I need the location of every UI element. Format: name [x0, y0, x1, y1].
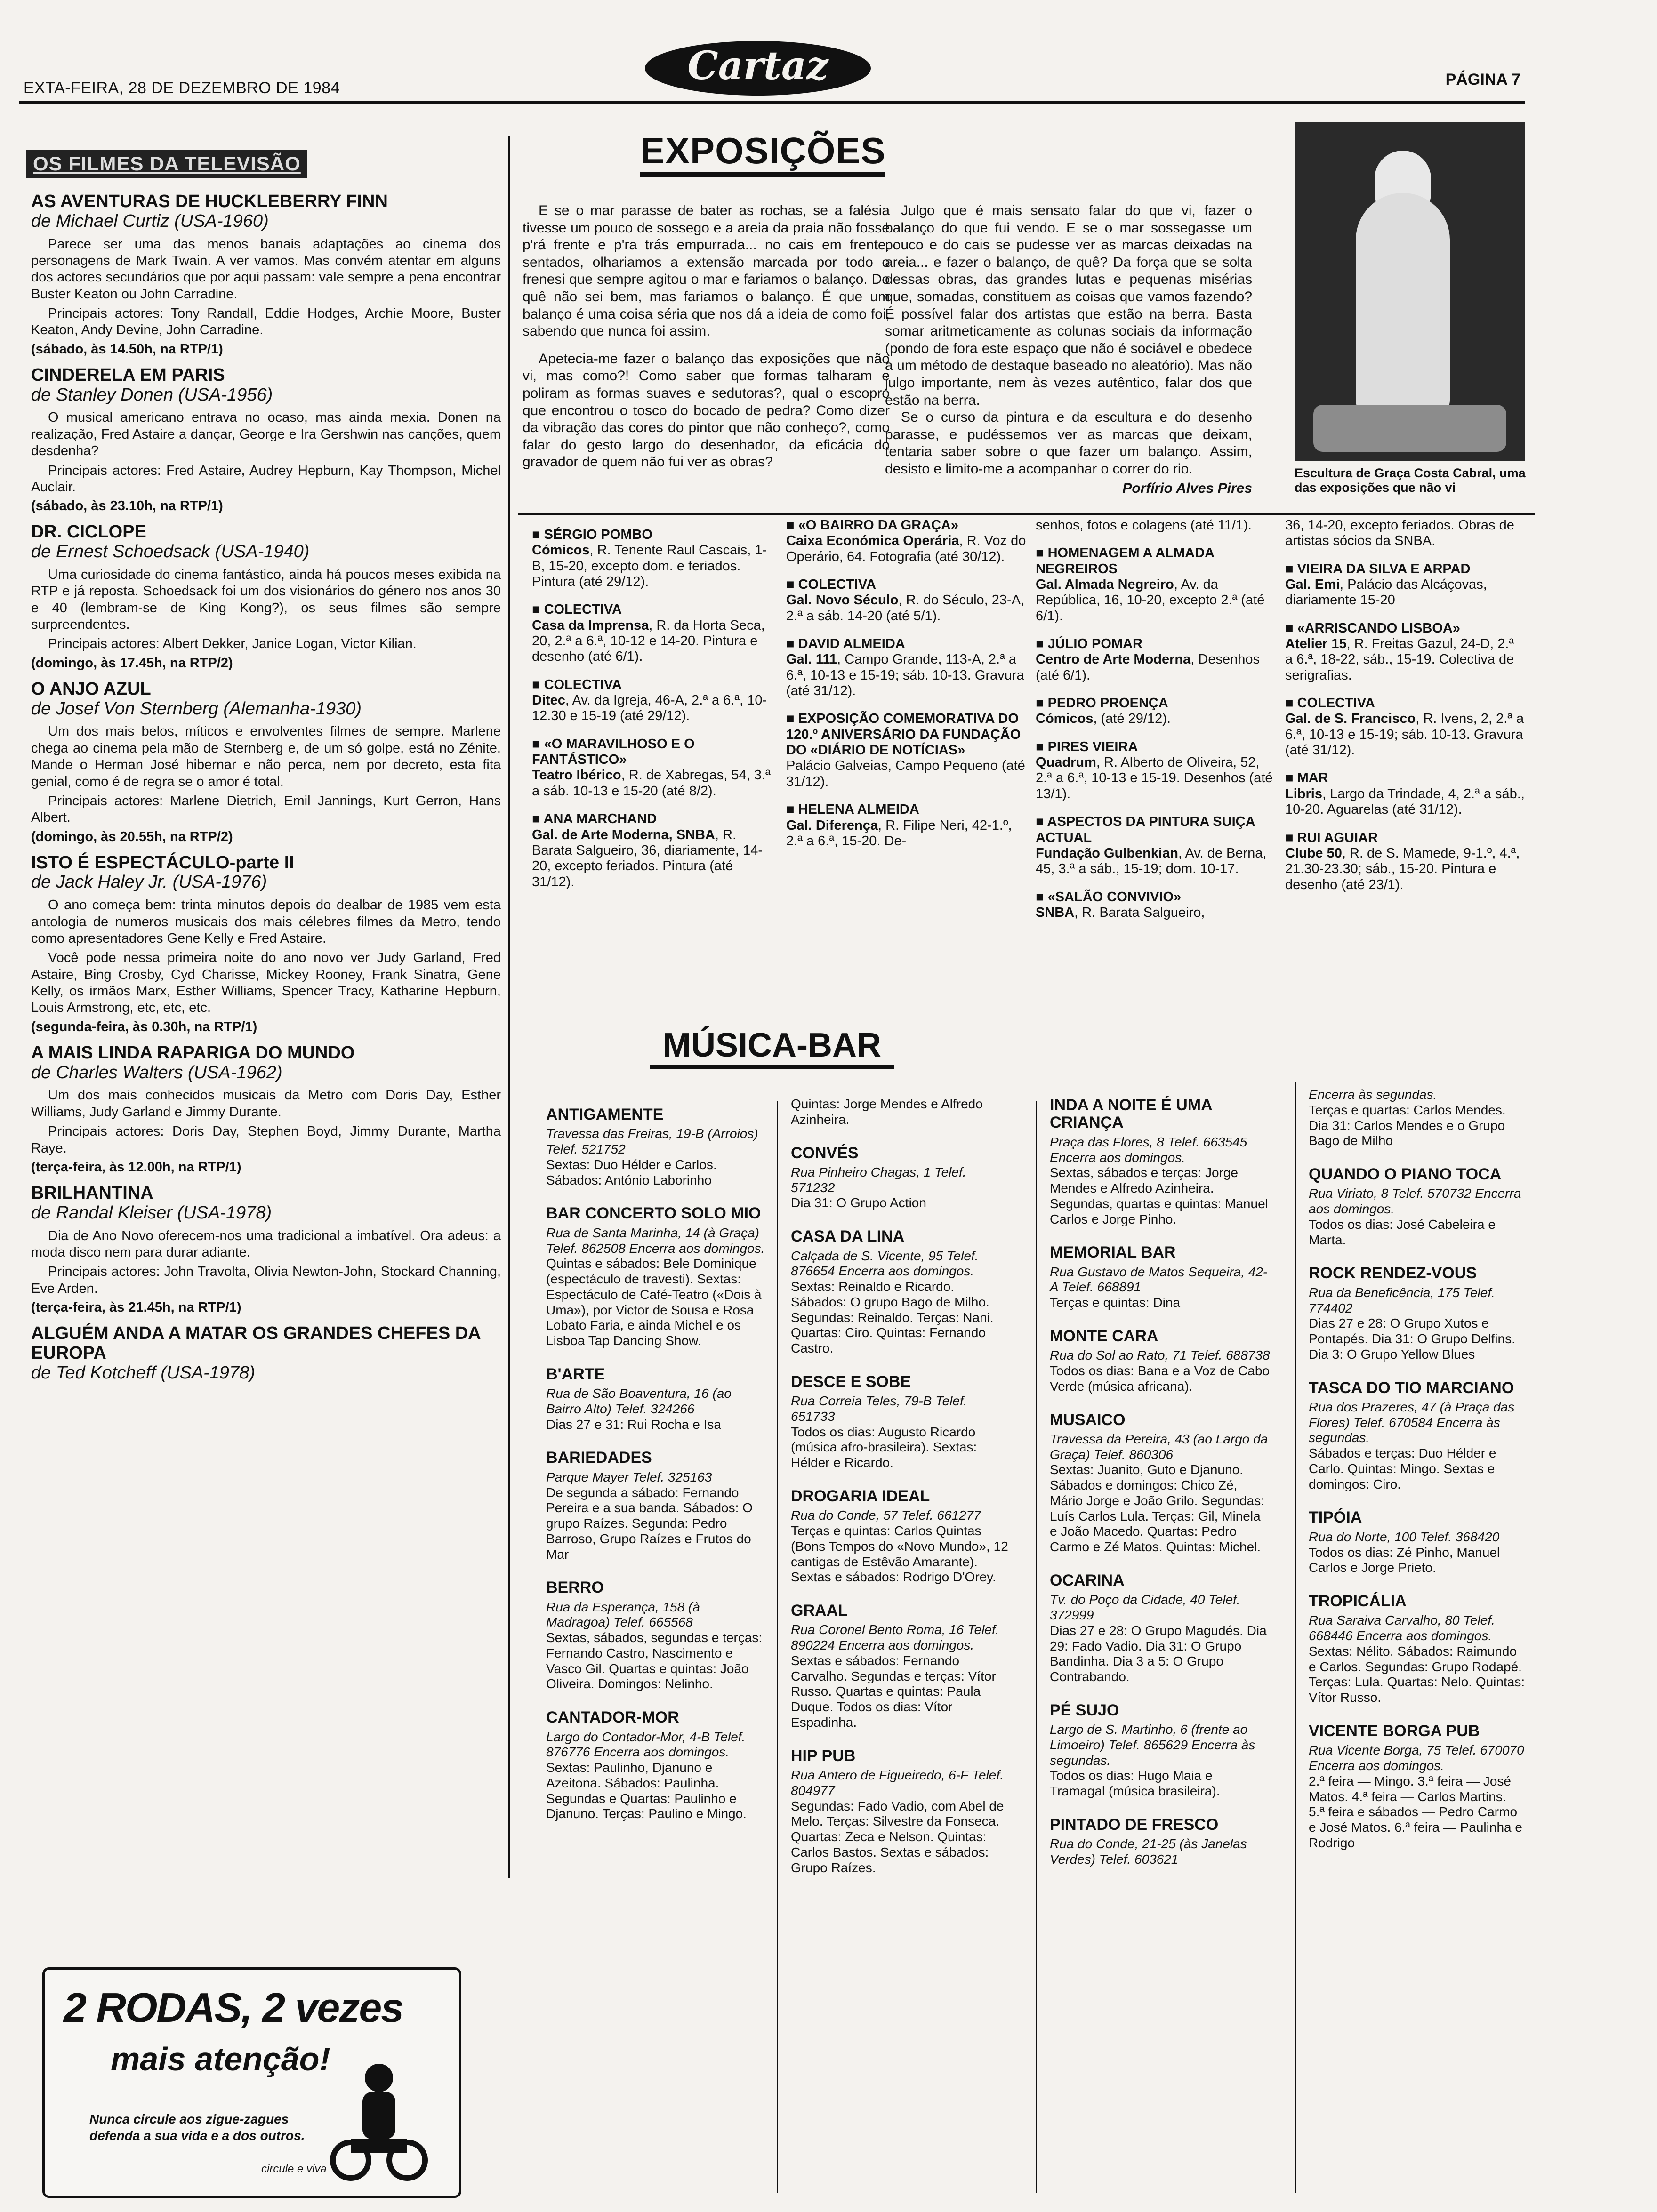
column-rule [1036, 1101, 1037, 2193]
exhibition-listing [532, 602, 772, 665]
film-synopsis: Uma curiosidade do cinema fantástico, ainda há poucos meses exibida na RTP e já reposta. Schoedsack foi um dos visionários do género nos anos 30 e 40 (lembram-se de King Kong?), os seus filmes são sempre surpreendentes. [31, 567, 501, 633]
exhibition-listing [1285, 518, 1525, 549]
music-bar-title: MÚSICA-BAR [650, 1026, 894, 1069]
exhibition-info: 36, 14-20, excepto feriados. Obras de artistas sócios da SNBA. [1285, 518, 1514, 549]
bar-name: MONTE CARA [1050, 1327, 1158, 1345]
exhibition-name: ■ COLECTIVA [786, 577, 1026, 593]
music-bar-listing [1309, 1087, 1525, 1149]
exhibition-venue: Ditec [532, 693, 565, 708]
music-bar-listing [546, 1106, 767, 1188]
bar-address: Rua Antero de Figueiredo, 6-F Telef. 804977 [791, 1768, 1004, 1798]
exhibition-info: R. de S. Mamede, 9-1.º, 4.ª, 21.30-23.30; sáb., 15-20. Pintura e desenho (até 23/1). [1285, 845, 1520, 892]
bar-address: Rua Coronel Bento Roma, 16 Telef. 890224 Encerra aos domingos. [791, 1622, 999, 1653]
ad-headline: 2 RODAS, 2 vezes [64, 1984, 403, 2031]
exhibition-info: Campo Grande, 113-A, 2.ª a 6.ª, 10-13 e 15-19; sáb. 10-13. Gravura (até 31/12). [786, 652, 1024, 699]
bar-address: Rua de Santa Marinha, 14 (à Graça) Telef. 862508 Encerra aos domingos. [546, 1225, 765, 1256]
music-bar-listing [1050, 1572, 1271, 1685]
bar-name: BERRO [546, 1579, 604, 1597]
exhibition-info: senhos, fotos e colagens (até 11/1). [1036, 518, 1252, 533]
film-cast: Principais actores: Marlene Dietrich, Emil Jannings, Kurt Gerron, Hans Albert. [31, 793, 501, 825]
exhibition-venue: Gal. 111 [786, 652, 837, 667]
exhibition-name: ■ «O BAIRRO DA GRAÇA» [786, 518, 1026, 533]
exhibition-details: Gal. de S. Francisco, R. Ivens, 2, 2.ª a 6.ª, 10-13 e 15-19; sáb. 10-13. Gravura (até 31/12). [1285, 711, 1524, 758]
photo-caption: Escultura de Graça Costa Cabral, uma das exposições que não vi [1295, 466, 1526, 495]
bar-address: Calçada de S. Vicente, 95 Telef. 876654 Encerra aos domingos. [791, 1248, 979, 1279]
tv-film-entry [31, 1043, 501, 1175]
bar-name: GRAAL [791, 1602, 848, 1620]
music-bar-listing [546, 1205, 767, 1348]
issue-date: EXTA-FEIRA, 28 DE DEZEMBRO DE 1984 [24, 79, 340, 97]
tv-film-entry [31, 1184, 501, 1315]
music-bar-col4 [1309, 1087, 1525, 1868]
film-title: CINDERELA EM PARIS [31, 365, 225, 385]
exhibition-details: Centro de Arte Moderna, Desenhos (até 6/1). [1036, 652, 1260, 683]
exhibition-details: Gal. Diferença, R. Filipe Neri, 42-1.º, 2.ª a 6.ª, 15-20. De- [786, 817, 1012, 849]
bar-programme: Sextas: Nélito. Sábados: Raimundo e Carlos. Segundas: Grupo Rodapé. Terças: Lula. Quartas: Nelo. Quintas: Vítor Russo. [1309, 1643, 1525, 1705]
bar-name: HIP PUB [791, 1747, 856, 1765]
tv-film-entry [31, 853, 501, 1035]
music-bar-listing [546, 1579, 767, 1692]
film-cast: Principais actores: Albert Dekker, Janice Logan, Victor Kilian. [48, 636, 417, 652]
bar-address: Largo de S. Martinho, 6 (frente ao Limoeiro) Telef. 865629 Encerra às segundas. [1050, 1722, 1255, 1768]
film-director: de Charles Walters (USA-1962) [31, 1062, 282, 1082]
exhibition-info: R. Alberto de Oliveira, 52, 2.ª a 6.ª, 10-13 e 15-19. Desenhos (até 13/1). [1036, 755, 1273, 801]
bar-address: Rua Gustavo de Matos Sequeira, 42-A Telef. 668891 [1050, 1264, 1268, 1295]
exhibition-listings-col3 [1036, 518, 1276, 933]
article-paragraph: E se o mar parasse de bater as rochas, se a falésia tivesse um pouco de sossego e a areia da praia não fosse p'rá frente e p'ra trás empurrada... no cais em frente, sentados, olhariamos a extensão marcada por todo o frenesi que sempre agitou o mar e fariamos o balanço. Do quê não sei bem, mas fariamos o balanço. É que um balanço é uma coisa séria que nos dá a ideia de como foi, sabendo que nunca foi assim. [523, 203, 890, 339]
exhibition-details: Gal. de Arte Moderna, SNBA, R. Barata Salgueiro, 36, diariamente, 14-20, excepto feriados. Pintura (até 31/12). [532, 827, 763, 890]
exhibition-name: ■ «ARRISCANDO LISBOA» [1285, 621, 1525, 636]
exhibition-listing [1036, 890, 1276, 921]
exhibition-details: Fundação Gulbenkian, Av. de Berna, 45, 3.ª a sáb., 15-19; dom. 10-17. [1036, 845, 1267, 877]
exhibition-name: ■ HELENA ALMEIDA [786, 802, 1026, 817]
bar-programme: Terças e quintas: Carlos Quintas (Bons Tempos do «Novo Mundo», 12 cantigas de Estêvão Amarante). Sextas e sábados: Rodrigo D'Orey. [791, 1523, 1008, 1585]
exhibitions-title: EXPOSIÇÕES [640, 129, 885, 177]
exhibition-info: Palácio Galveias, Campo Pequeno (até 31/12). [786, 758, 1025, 789]
article-paragraph: Apetecia-me fazer o balanço das exposições que não vi, mas como?! Como saber que formas talharam e poliram as formas suaves e sedutoras?, qual o escopro que encontrou o tosco do bocado de pedra? Como dizer da vibração das cores do pintor que não conheço?, como falar do gesto largo do desenhador, da eficácia do gravador de quem não fui ver as obras? [523, 351, 890, 470]
film-cast: Principais actores: John Travolta, Olivia Newton-John, Stockard Channing, Eve Arden. [31, 1264, 501, 1296]
music-bar-listing [791, 1228, 1012, 1356]
bar-programme: Terças e quartas: Carlos Mendes. Dia 31: Carlos Mendes e o Grupo Bago de Milho [1309, 1102, 1506, 1148]
music-bar-listing [1050, 1702, 1271, 1799]
ad-slogan: Nunca circule aos zigue-zagues defenda a sua vida e a dos outros. [89, 2112, 305, 2143]
bar-name: DROGARIA IDEAL [791, 1487, 930, 1505]
music-bar-listing [791, 1145, 1012, 1211]
exhibition-listing [1036, 696, 1276, 727]
bar-address: Rua da Beneficência, 175 Telef. 774402 [1309, 1285, 1495, 1315]
music-bar-listing [546, 1449, 767, 1562]
exhibition-listing [786, 636, 1026, 699]
music-bar-listing [546, 1709, 767, 1822]
film-director: de Jack Haley Jr. (USA-1976) [31, 872, 267, 892]
bar-name: TASCA DO TIO MARCIANO [1309, 1378, 1514, 1397]
exhibition-details: Ditec, Av. da Igreja, 46-A, 2.ª a 6.ª, 10-12.30 e 15-19 (até 29/12). [532, 693, 767, 724]
bar-programme: Todos os dias: Bana e a Voz de Cabo Verde (música africana). [1050, 1363, 1270, 1394]
exhibition-info: Av. da República, 16, 10-20, excepto 2.ª (até 6/1). [1036, 577, 1265, 624]
exhibitions-article-col1 [523, 202, 890, 471]
exhibition-listing [1285, 830, 1525, 893]
masthead-logo [640, 24, 876, 99]
exhibition-name: ■ «O MARAVILHOSO E O FANTÁSTICO» [532, 737, 772, 768]
music-bar-listing [1050, 1411, 1271, 1555]
film-synopsis: O ano começa bem: trinta minutos depois do dealbar de 1985 vem esta antologia de numeros musicais dos mais célebres filmes da Metro, tendo como apresentadores Gene Kelly e Fred Astaire. [31, 898, 501, 946]
film-director: de Michael Curtiz (USA-1960) [31, 211, 269, 231]
exhibition-info: (até 29/12). [1101, 711, 1171, 727]
exhibition-info: R. Freitas Gazul, 24-D, 2.ª a 6.ª, 18-22, sáb., 15-19. Colectiva de serigrafias. [1285, 636, 1514, 683]
music-bar-listing [1309, 1593, 1525, 1706]
exhibition-venue: Cómicos [532, 543, 590, 558]
article-paragraph: Julgo que é mais sensato falar do que vi, fazer o balanço do que fui vendo. E se o mar sossegasse um pouco e do cais se pudesse ver as marcas deixadas na areia... e fazer o balanço, de quê? Da força que se solta dessas obras, das grandes lutas e pequenas misérias que, somadas, constituem as coisas que vamos fazendo? É possível falar dos artistas que estão na berra. Basta somar aritmeticamente as colunas sociais da informação (pondo de fora este espaço que não é sociável e obedece a um método de destaque baseado no aleatório). Mas não julgo importante, nem às vezes autêntico, falar dos que estão na berra. [885, 203, 1252, 408]
music-bar-listing [1309, 1379, 1525, 1492]
bar-address: Rua do Sol ao Rato, 71 Telef. 688738 [1050, 1348, 1270, 1363]
exhibition-name: ■ DAVID ALMEIDA [786, 636, 1026, 652]
film-schedule: (domingo, às 17.45h, na RTP/2) [31, 655, 233, 671]
music-bar-listing [1309, 1723, 1525, 1851]
exhibition-details: Caixa Económica Operária, R. Voz do Operário, 64. Fotografia (até 30/12). [786, 533, 1026, 564]
bar-address: Parque Mayer Telef. 325163 [546, 1469, 712, 1484]
bar-address: Largo do Contador-Mor, 4-B Telef. 876776 Encerra aos domingos. [546, 1729, 746, 1760]
film-schedule: (segunda-feira, às 0.30h, na RTP/1) [31, 1019, 257, 1034]
exhibition-info: Desenhos (até 6/1). [1036, 652, 1260, 683]
road-safety-ad [42, 1967, 461, 2198]
exhibition-venue: Quadrum [1036, 755, 1096, 770]
exhibition-details: Quadrum, R. Alberto de Oliveira, 52, 2.ª a 6.ª, 10-13 e 15-19. Desenhos (até 13/1). [1036, 755, 1273, 801]
exhibition-venue: Libris [1285, 786, 1322, 801]
exhibition-listing [532, 737, 772, 799]
music-bar-listing [791, 1488, 1012, 1585]
music-bar-col2 [791, 1097, 1012, 1892]
bar-address: Encerra às segundas. [1309, 1087, 1437, 1102]
exhibition-venue: Teatro Ibérico [532, 768, 621, 783]
bar-name: TIPÓIA [1309, 1508, 1362, 1527]
column-rule [1295, 1082, 1296, 2193]
exhibition-info: R. Ivens, 2, 2.ª a 6.ª, 10-13 e 15-19; sáb. 10-13. Gravura (até 31/12). [1285, 711, 1524, 758]
section-divider [518, 513, 1535, 515]
bar-address: Rua Viriato, 8 Telef. 570732 Encerra aos domingos. [1309, 1186, 1521, 1217]
bar-programme: Quintas e sábados: Bele Dominique (espectáculo de travesti). Sextas: Espectáculo de Café-Teatro («Dois à Uma»), por Victor de Sousa e Rosa Lobato Faria, e ainda Michel e os Lisboa Tap Dancing Show. [546, 1256, 762, 1348]
bar-address: Rua da Esperança, 158 (à Madragoa) Telef. 665568 [546, 1599, 700, 1630]
music-bar-listing [1050, 1244, 1271, 1311]
exhibition-details: Cómicos, R. Tenente Raul Cascais, 1-B, 15-20, excepto dom. e feriados. Pintura (até 29/12). [532, 543, 767, 590]
exhibition-venue: Gal. de S. Francisco [1285, 711, 1416, 727]
bar-name: INDA A NOITE É UMA CRIANÇA [1050, 1096, 1212, 1132]
film-schedule: (terça-feira, às 12.00h, na RTP/1) [31, 1159, 241, 1175]
exhibition-info: R. Filipe Neri, 42-1.º, 2.ª a 6.ª, 15-20. De- [786, 817, 1012, 849]
bar-address: Rua do Conde, 57 Telef. 661277 [791, 1508, 981, 1523]
article-author: Porfírio Alves Pires [1122, 480, 1252, 496]
exhibition-listing [532, 811, 772, 890]
exhibition-name: ■ PEDRO PROENÇA [1036, 696, 1276, 711]
exhibition-info: R. Barata Salgueiro, 36, diariamente, 14-20, excepto feriados. Pintura (até 31/12). [532, 827, 763, 890]
exhibition-info: R. do Século, 23-A, 2.ª a sáb. 14-20 (até 5/1). [786, 593, 1025, 624]
film-title: A MAIS LINDA RAPARIGA DO MUNDO [31, 1042, 355, 1063]
exhibition-venue: SNBA [1036, 905, 1075, 920]
film-title: ALGUÉM ANDA A MATAR OS GRANDES CHEFES DA EUROPA [31, 1323, 481, 1363]
exhibition-details: Gal. Almada Negreiro, Av. da República, 16, 10-20, excepto 2.ª (até 6/1). [1036, 577, 1265, 624]
bar-programme: Quintas: Jorge Mendes e Alfredo Azinheira. [791, 1097, 983, 1127]
exhibition-name: ■ VIEIRA DA SILVA E ARPAD [1285, 561, 1525, 577]
exhibition-name: ■ EXPOSIÇÃO COMEMORATIVA DO 120.º ANIVERSÁRIO DA FUNDAÇÃO DO «DIÁRIO DE NOTÍCIAS» [786, 711, 1026, 758]
exhibition-listing [1036, 545, 1276, 624]
bar-address: Praça das Flores, 8 Telef. 663545 Encerra aos domingos. [1050, 1134, 1247, 1165]
exhibition-listing [786, 518, 1026, 565]
exhibition-venue: Gal. Emi [1285, 577, 1340, 593]
exhibition-venue: Centro de Arte Moderna [1036, 652, 1191, 667]
motorcyclist-icon [318, 2059, 440, 2181]
bar-programme: Terças e quintas: Dina [1050, 1295, 1181, 1310]
film-synopsis: O musical americano entrava no ocaso, mas ainda mexia. Donen na realização, Fred Astaire a dançar, George e Ira Gershwin nas canções, quem desdenha? [31, 410, 501, 459]
exhibition-info: R. da Horta Seca, 20, 2.ª a 6.ª, 10-12 e 14-20. Pintura e desenho (até 6/1). [532, 617, 765, 665]
exhibition-name: ■ MAR [1285, 770, 1525, 786]
exhibition-details: Cómicos, (até 29/12). [1036, 711, 1171, 727]
bar-address: Travessa das Freiras, 19-B (Arroios) Telef. 521752 [546, 1126, 758, 1157]
exhibition-info: R. de Xabregas, 54, 3.ª a sáb. 10-13 e 15-20 (até 8/2). [532, 768, 771, 799]
bar-programme: Sextas: Paulinho, Djanuno e Azeitona. Sábados: Paulinha. Segundas e Quartas: Paulinho e Djanuno. Terças: Paulino e Mingo. [546, 1760, 747, 1821]
exhibition-listing [1036, 739, 1276, 802]
bar-address: Rua Saraiva Carvalho, 80 Telef. 668446 Encerra aos domingos. [1309, 1613, 1495, 1643]
exhibition-details: Atelier 15, R. Freitas Gazul, 24-D, 2.ª a 6.ª, 18-22, sáb., 15-19. Colectiva de serigrafias. [1285, 636, 1514, 683]
bar-programme: Dias 27 e 28: O Grupo Xutos e Pontapés. Dia 31: O Grupo Delfins. Dia 3: O Grupo Yellow Blues [1309, 1316, 1515, 1362]
bar-address: Travessa da Pereira, 43 (ao Largo da Graça) Telef. 860306 [1050, 1431, 1268, 1462]
bar-programme: Todos os dias: Hugo Maia e Tramagal (música brasileira). [1050, 1768, 1220, 1799]
exhibition-name: ■ COLECTIVA [532, 602, 772, 617]
bar-address: Rua Pinheiro Chagas, 1 Telef. 571232 [791, 1164, 966, 1195]
bar-programme: Sextas, sábados, segundas e terças: Fernando Castro, Nascimento e Vasco Gil. Quartas e quintas: João Oliveira. Domingos: Nelinho. [546, 1630, 763, 1691]
bar-name: B'ARTE [546, 1365, 605, 1383]
film-director: de Ernest Schoedsack (USA-1940) [31, 542, 310, 562]
bar-name: PINTADO DE FRESCO [1050, 1815, 1219, 1834]
bar-name: ANTIGAMENTE [546, 1106, 664, 1123]
bar-name: PÉ SUJO [1050, 1701, 1119, 1719]
bar-address: Rua Vicente Borga, 75 Telef. 670070 Encerra aos domingos. [1309, 1743, 1524, 1773]
tv-film-entry [31, 366, 501, 514]
film-synopsis: Dia de Ano Novo oferecem-nos uma tradicional a imbatível. Ora adeus: a moda disco nem para durar adiante. [31, 1228, 501, 1260]
exhibition-listing [786, 711, 1026, 790]
bar-programme: Dias 27 e 28: O Grupo Magudés. Dia 29: Fado Vadio. Dia 31: O Grupo Bandinha. Dia 3 a 5: O Grupo Contrabando. [1050, 1623, 1267, 1684]
exhibition-info: R. Tenente Raul Cascais, 1-B, 15-20, excepto dom. e feriados. Pintura (até 29/12). [532, 543, 767, 590]
exhibition-info: R. Voz do Operário, 64. Fotografia (até 30/12). [786, 533, 1026, 564]
bar-name: CONVÉS [791, 1144, 859, 1162]
film-synopsis: Parece ser uma das menos banais adaptações ao cinema dos personagens de Mark Twain. A ver vamos. Mas convém atentar em alguns dos actores secundários que por aqui passam: vale sempre a pena encontrar Buster Keaton ou John Carradine. [31, 236, 501, 302]
music-bar-listing [1309, 1166, 1525, 1248]
exhibition-info: Largo da Trindade, 4, 2.ª a sáb., 10-20. Aguarelas (até 31/12). [1285, 786, 1525, 817]
exhibition-info: Palácio das Alcáçovas, diariamente 15-20 [1285, 577, 1487, 608]
exhibition-venue: Gal. Diferença [786, 817, 878, 833]
music-bar-listing [1050, 1816, 1271, 1867]
bar-name: MUSAICO [1050, 1411, 1126, 1429]
music-bar-listing [546, 1366, 767, 1433]
bar-name: CANTADOR-MOR [546, 1708, 679, 1727]
exhibition-venue: Cómicos [1036, 711, 1094, 727]
music-bar-listing [1309, 1265, 1525, 1362]
bar-address: Rua de São Boaventura, 16 (ao Bairro Alto) Telef. 324266 [546, 1386, 732, 1416]
ad-subheadline: mais atenção! [111, 2041, 330, 2077]
film-schedule: (domingo, às 20.55h, na RTP/2) [31, 829, 233, 844]
exhibition-listing [1285, 621, 1525, 683]
svg-text:Cartaz: Cartaz [687, 43, 828, 88]
music-bar-listing [791, 1602, 1012, 1731]
exhibition-listing [1285, 770, 1525, 817]
tv-film-entry [31, 192, 501, 357]
exhibition-listing [1036, 814, 1276, 877]
exhibition-name: ■ SÉRGIO POMBO [532, 527, 772, 543]
bar-name: DESCE E SOBE [791, 1372, 911, 1391]
film-synopsis: Um dos mais conhecidos musicais da Metro com Doris Day, Esther Williams, Judy Garland e Jimmy Durante. [31, 1088, 501, 1120]
bar-programme: Todos os dias: Augusto Ricardo (música afro-brasileira). Sextas: Hélder e Ricardo. [791, 1424, 977, 1470]
film-director: de Randal Kleiser (USA-1978) [31, 1202, 272, 1223]
sculpture-photo [1295, 122, 1525, 461]
music-bar-col1 [546, 1106, 767, 1839]
bar-name: CASA DA LINA [791, 1227, 905, 1246]
bar-name: TROPICÁLIA [1309, 1592, 1407, 1611]
exhibition-name: ■ HOMENAGEM A ALMADA NEGREIROS [1036, 545, 1276, 577]
music-bar-listing [791, 1373, 1012, 1471]
exhibition-name: ■ «SALÃO CONVIVIO» [1036, 890, 1276, 905]
music-bar-listing [1050, 1097, 1271, 1227]
exhibition-info: Av. da Igreja, 46-A, 2.ª a 6.ª, 10-12.30 e 15-19 (até 29/12). [532, 693, 767, 724]
sculpture-base-shape [1313, 405, 1506, 452]
exhibition-name: ■ RUI AGUIAR [1285, 830, 1525, 846]
film-director: de Ted Kotcheff (USA-1978) [31, 1362, 255, 1383]
exhibition-name: ■ JÚLIO POMAR [1036, 636, 1276, 652]
exhibition-details: Casa da Imprensa, R. da Horta Seca, 20, 2.ª a 6.ª, 10-12 e 14-20. Pintura e desenho (até 6/1). [532, 617, 765, 665]
exhibition-listing [1036, 518, 1276, 533]
bar-programme: Sábados e terças: Duo Hélder e Carlo. Quintas: Mingo. Sextas e domingos: Ciro. [1309, 1446, 1496, 1491]
film-schedule: (sábado, às 23.10h, na RTP/1) [31, 498, 223, 514]
exhibition-listing [532, 677, 772, 724]
exhibition-listing [786, 577, 1026, 624]
exhibition-listing [786, 802, 1026, 849]
page-number: PÁGINA 7 [1445, 71, 1520, 88]
bar-name: OCARINA [1050, 1571, 1125, 1589]
exhibition-listing [532, 527, 772, 590]
tv-section-heading: OS FILMES DA TELEVISÃO [26, 150, 307, 178]
music-bar-col3 [1050, 1097, 1271, 1884]
column-rule [777, 1101, 778, 2193]
exhibition-details: Teatro Ibérico, R. de Xabregas, 54, 3.ª a sáb. 10-13 e 15-20 (até 8/2). [532, 768, 771, 799]
tv-film-entry [31, 680, 501, 845]
exhibition-details [786, 758, 1026, 790]
header-rule [19, 101, 1525, 104]
exhibition-venue: Caixa Económica Operária [786, 533, 959, 549]
bar-name: BARIEDADES [546, 1449, 652, 1467]
exhibition-venue: Gal. Novo Século [786, 593, 899, 608]
bar-address: Tv. do Poço da Cidade, 40 Telef. 372999 [1050, 1592, 1240, 1623]
music-bar-listing [791, 1747, 1012, 1876]
exhibition-name: ■ PIRES VIEIRA [1036, 739, 1276, 755]
film-schedule: (terça-feira, às 21.45h, na RTP/1) [31, 1300, 241, 1315]
bar-name: ROCK RENDEZ-VOUS [1309, 1264, 1477, 1282]
bar-address: Rua Correia Teles, 79-B Telef. 651733 [791, 1394, 967, 1424]
film-title: BRILHANTINA [31, 1183, 153, 1203]
music-bar-listing [1309, 1509, 1525, 1576]
exhibitions-article-col2 [885, 202, 1252, 497]
exhibition-venue: Fundação Gulbenkian [1036, 845, 1178, 861]
bar-name: VICENTE BORGA PUB [1309, 1722, 1480, 1740]
sculpture-body-shape [1356, 193, 1450, 419]
exhibition-details: Clube 50, R. de S. Mamede, 9-1.º, 4.ª, 21.30-23.30; sáb., 15-20. Pintura e desenho (até 23/1). [1285, 845, 1520, 892]
music-bar-listing [1050, 1328, 1271, 1395]
exhibition-name: ■ COLECTIVA [532, 677, 772, 693]
bar-name: QUANDO O PIANO TOCA [1309, 1165, 1502, 1183]
exhibition-details: Gal. 111, Campo Grande, 113-A, 2.ª a 6.ª, 10-13 e 15-19; sáb. 10-13. Gravura (até 31/12). [786, 652, 1024, 699]
bar-programme: De segunda a sábado: Fernando Pereira e a sua banda. Sábados: O grupo Raízes. Segunda: Pedro Barroso, Grupo Raízes e Frutos do Mar [546, 1485, 753, 1562]
film-title: AS AVENTURAS DE HUCKLEBERRY FINN [31, 192, 388, 211]
film-title: ISTO É ESPECTÁCULO-parte II [31, 852, 294, 873]
tv-films-column [19, 136, 510, 1878]
exhibition-venue: Gal. Almada Negreiro [1036, 577, 1174, 593]
exhibition-info: Av. de Berna, 45, 3.ª a sáb., 15-19; dom. 10-17. [1036, 845, 1267, 877]
tv-film-entry [31, 1324, 501, 1383]
exhibition-name: ■ ASPECTOS DA PINTURA SUIÇA ACTUAL [1036, 814, 1276, 846]
bar-programme: Todos os dias: Zé Pinho, Manuel Carlos e Jorge Prieto. [1309, 1545, 1500, 1575]
film-schedule: (sábado, às 14.50h, na RTP/1) [31, 341, 223, 357]
exhibition-name: ■ COLECTIVA [1285, 696, 1525, 711]
bar-address: Rua do Conde, 21-25 (às Janelas Verdes) Telef. 603621 [1050, 1836, 1247, 1867]
exhibition-listing [1285, 696, 1525, 758]
exhibition-details [1036, 518, 1276, 533]
film-title: O ANJO AZUL [31, 679, 151, 699]
bar-programme: Segundas: Fado Vadio, com Abel de Melo. Terças: Silvestre da Fonseca. Quartas: Zeca e Nelson. Quintas: Carlos Bastos. Sextas e sábados: Grupo Raízes. [791, 1798, 1004, 1875]
exhibition-venue: Atelier 15 [1285, 636, 1347, 652]
exhibition-listings-col4 [1285, 518, 1525, 905]
exhibition-listings-col1 [532, 527, 772, 902]
exhibition-name: ■ ANA MARCHAND [532, 811, 772, 827]
exhibition-venue: Clube 50 [1285, 845, 1342, 861]
bar-name: BAR CONCERTO SOLO MIO [546, 1204, 761, 1223]
exhibition-venue: Casa da Imprensa [532, 617, 649, 633]
exhibition-details [1285, 518, 1525, 549]
bar-programme: Sextas: Juanito, Guto e Djanuno. Sábados e domingos: Chico Zé, Mário Jorge e João Grilo. Segundas: Luís Carlos Lula. Terças: Gil, Minela e João Macedo. Quartas: Pedro Carmo e Zé Matos. Quintas: Michel. [1050, 1462, 1265, 1555]
exhibition-details: SNBA, R. Barata Salgueiro, [1036, 905, 1205, 920]
article-paragraph: Se o curso da pintura e da escultura e do desenho parasse, e pudéssemos ver as marcas que deixam, tentaria saber sobre o que fazer um balanço. Assim, desisto e limito-me a acompanhar o correr do rio. [885, 409, 1252, 477]
exhibition-venue: Gal. de Arte Moderna, SNBA [532, 827, 715, 842]
bar-address: Rua do Norte, 100 Telef. 368420 [1309, 1529, 1500, 1544]
music-bar-listing [791, 1097, 1012, 1128]
exhibition-details: Libris, Largo da Trindade, 4, 2.ª a sáb., 10-20. Aguarelas (até 31/12). [1285, 786, 1525, 817]
bar-programme: Dia 31: O Grupo Action [791, 1195, 926, 1210]
film-cast: Principais actores: Doris Day, Stephen Boyd, Jimmy Durante, Martha Raye. [31, 1124, 501, 1156]
film-cast: Você pode nessa primeira noite do ano novo ver Judy Garland, Fred Astaire, Bing Crosby, Cyd Charisse, Mickey Rooney, Frank Sinatra, Gene Kelly, os irmãos Marx, Esther Williams, Spencer Tracy, Katharine Hepburn, Louis Armstrong, etc, etc, etc. [31, 950, 501, 1016]
film-director: de Josef Von Sternberg (Alemanha-1930) [31, 698, 362, 719]
bar-programme: 2.ª feira — Mingo. 3.ª feira — José Matos. 4.ª feira — Carlos Martins. 5.ª feira e sábados — Pedro Carmo e José Matos. 6.ª feira — Paulinha e Rodrigo [1309, 1773, 1522, 1850]
exhibition-info: R. Barata Salgueiro, [1082, 905, 1205, 920]
bar-programme: Todos os dias: José Cabeleira e Marta. [1309, 1217, 1496, 1247]
exhibition-listing [1036, 636, 1276, 683]
film-cast: Principais actores: Tony Randall, Eddie Hodges, Archie Moore, Buster Keaton, Andy Devine, John Carradine. [31, 306, 501, 338]
film-director: de Stanley Donen (USA-1956) [31, 385, 273, 405]
bar-address: Rua dos Prazeres, 47 (à Praça das Flores) Telef. 670584 Encerra às segundas. [1309, 1399, 1515, 1445]
exhibition-details: Gal. Novo Século, R. do Século, 23-A, 2.ª a sáb. 14-20 (até 5/1). [786, 593, 1025, 624]
exhibition-listing [1285, 561, 1525, 609]
film-synopsis: Um dos mais belos, míticos e envolventes filmes de sempre. Marlene chega ao cinema pela mão de Sternberg e, de um só golpe, está no Zénite. Mande o Herman José hibernar e não perca, nem por decreto, esta fita genial, como é de regra se o amor é total. [31, 724, 501, 789]
bar-programme: Dias 27 e 31: Rui Rocha e Isa [546, 1417, 721, 1432]
exhibition-listings-col2 [786, 518, 1026, 861]
ad-brand: circule e viva [261, 2163, 327, 2175]
bar-programme: Sextas e sábados: Fernando Carvalho. Segundas e terças: Vítor Russo. Quartas e quintas: Paula Duque. Todos os dias: Vítor Espadinha. [791, 1653, 996, 1730]
tv-film-entry [31, 522, 501, 671]
bar-name: MEMORIAL BAR [1050, 1243, 1176, 1262]
film-cast: Principais actores: Fred Astaire, Audrey Hepburn, Kay Thompson, Michel Auclair. [31, 463, 501, 495]
bar-programme: Sextas: Reinaldo e Ricardo. Sábados: O grupo Bago de Milho. Segundas: Reinaldo. Terças: Nani. Quartas: Ciro. Quintas: Fernando Castro. [791, 1279, 994, 1356]
bar-programme: Sextas, sábados e terças: Jorge Mendes e Alfredo Azinheira. Segundas, quartas e quintas: Manuel Carlos e Jorge Pinho. [1050, 1165, 1268, 1226]
film-title: DR. CICLOPE [31, 522, 146, 542]
exhibition-details: Gal. Emi, Palácio das Alcáçovas, diariamente 15-20 [1285, 577, 1487, 608]
bar-programme: Sextas: Duo Hélder e Carlos. Sábados: António Laborinho [546, 1157, 717, 1187]
